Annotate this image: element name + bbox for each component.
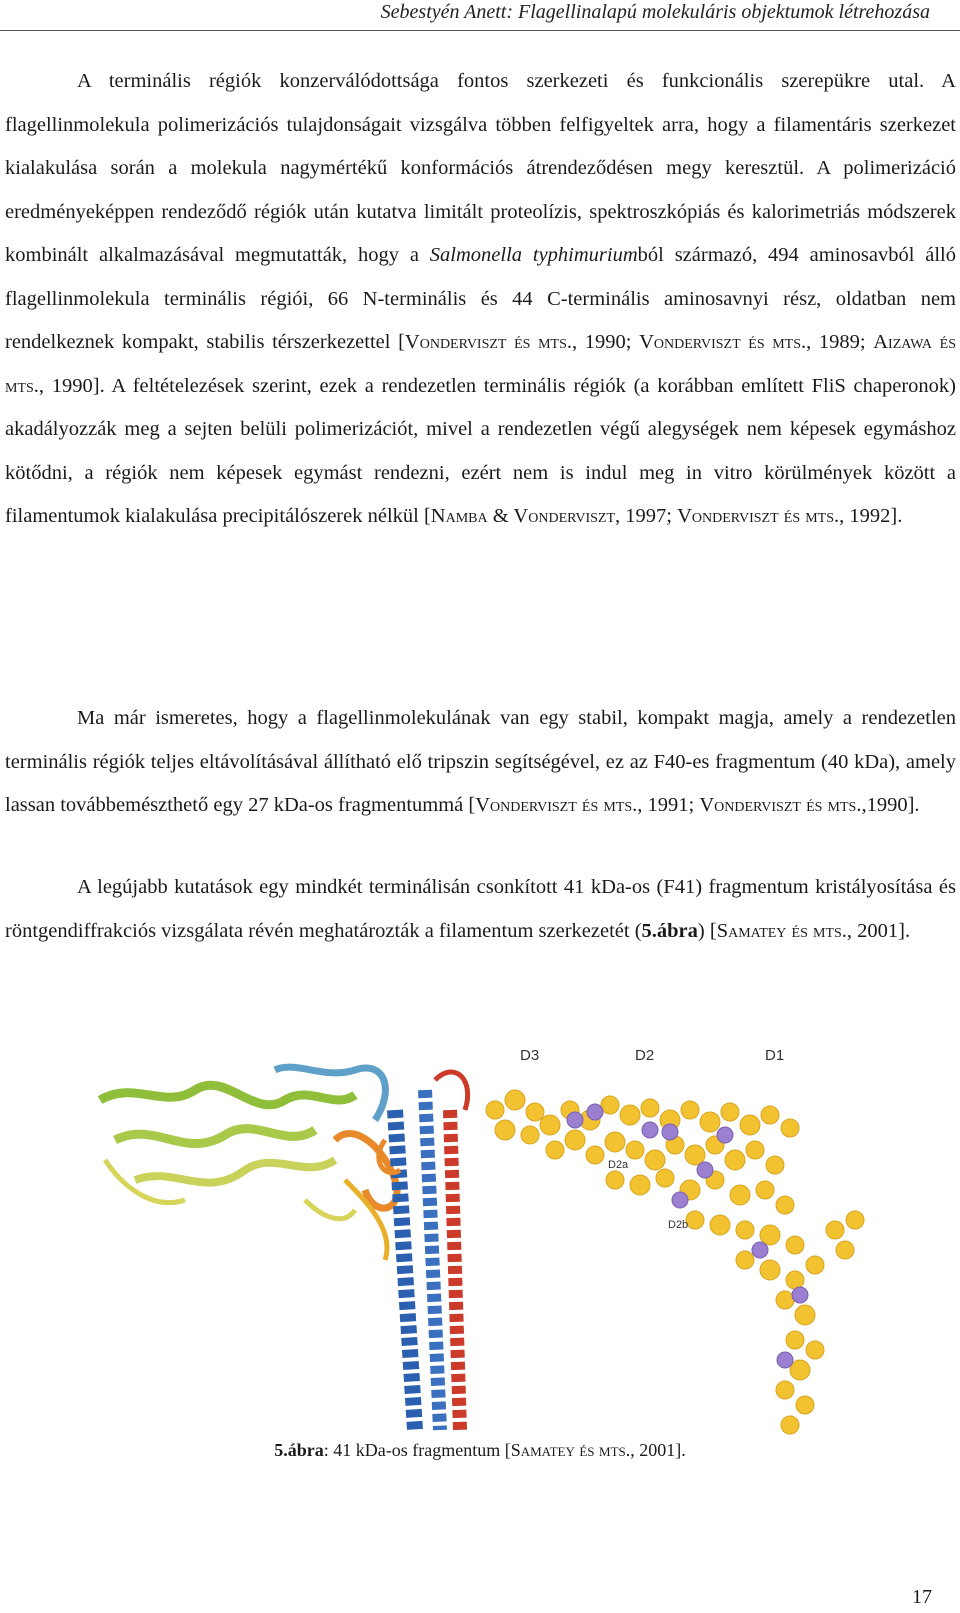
text-run: , 1992]. [839, 505, 903, 527]
caption-label: 5.ábra [274, 1440, 324, 1460]
text-run: A legújabb kutatások egy mindkét terminálisán csonkított 41 kDa-os (F41) fragmentum kristályosítása és röntgendiffrakciós vizsgálata révén meghatározták a filamentum szerkezetét ( [5, 876, 956, 942]
figure-reference: 5.ábra [641, 919, 698, 942]
beta-strand [115, 1129, 315, 1144]
running-header [0, 0, 960, 31]
text-run: ,1990]. [861, 794, 920, 816]
beta-strand [135, 1160, 335, 1183]
caption-text: : 41 kDa-os fragmentum [ [323, 1440, 511, 1460]
domain-label-d2a: D2a [608, 1159, 629, 1171]
text-run: , 1997; [615, 505, 678, 527]
domain-label-d2: D2 [635, 1050, 655, 1064]
text-run: , 1990; [572, 331, 640, 353]
figure-caption [0, 1440, 960, 1461]
text-run: ból származó, 494 aminosavból álló flagellinmolekula terminális régiói, 66 N-terminális és 44 C-terminális aminosavnyi rész, oldatban nem rendelkeznek kompakt, stabilis térszerkezettel [ [5, 244, 956, 353]
citation-author: Samatey és mts. [716, 919, 847, 942]
text-run: Ma már ismeretes, hogy a flagellinmolekulának van egy stabil, kompakt magja, amely a rendezetlen terminális régiók teljes eltávolításával állítható elő tripszin segítségével, ez az F40-es fragmentum (40 kDa), amely lassan továbbemészthető egy 27 kDa-os fragmentummá [ [5, 707, 956, 816]
species-name: Salmonella typhimurium [429, 244, 638, 266]
paragraph-2 [5, 697, 956, 828]
atom-model [486, 1090, 864, 1434]
citation-author: Aizawa és mts. [5, 331, 956, 397]
citation-author: Namba & Vonderviszt [430, 505, 615, 527]
alpha-helix-blue [395, 1110, 415, 1430]
text-run: , 1989; [806, 331, 874, 353]
beta-strand [100, 1085, 355, 1105]
citation-author: Vonderviszt és mts. [475, 794, 638, 816]
alpha-helix-blue [425, 1090, 440, 1430]
paragraph-1 [5, 60, 956, 539]
citation-author: Vonderviszt és mts. [639, 331, 807, 353]
alpha-helix-red [450, 1110, 460, 1430]
citation-author: Vonderviszt és mts. [677, 505, 840, 527]
text-run: , 2001]. [846, 919, 911, 942]
citation-author: Vonderviszt és mts. [404, 331, 572, 353]
loop [435, 1072, 468, 1110]
caption-tail: , 2001]. [630, 1440, 686, 1460]
domain-label-d2b: D2b [668, 1219, 689, 1231]
text-run: ) [ [697, 919, 717, 942]
protein-structure-figure [95, 1050, 875, 1450]
ribbon-model [100, 1067, 468, 1430]
text-run: A terminális régiók konzerválódottsága fontos szerkezeti és funkcionális szerepükre utal. A flagellinmolekula polimerizációs tulajdonságait vizsgálva többen felfigyeltek arra, hogy a filamentáris szerkezet kialakulása során a molekula nagymértékű konformációs átrendeződésen megy keresztül. A polimerizáció eredményeképpen rendeződő régiók után kutatva limitált proteolízis, spektroszkópiás és kalorimetriás módszerek kombinált alkalmazásával megmutatták, hogy a [5, 70, 956, 266]
page-number: 17 [912, 1586, 932, 1608]
loop [305, 1200, 355, 1219]
caption-citation: Samatey és mts. [510, 1440, 631, 1460]
citation-author: Vonderviszt és mts. [699, 794, 862, 816]
paragraph-3 [5, 866, 956, 953]
text-run: , 1990]. A feltételezések szerint, ezek a rendezetlen terminális régiók (a korábban említett FliS chaperonok) akadályozzák meg a sejten belüli polimerizációt, mivel a rendezetlen végű alegységek nem képesek egymáshoz kötődni, a régiók nem képesek egymást rendezni, ezért nem is indul meg in vitro körülmények között a filamentumok kialakulása precipitálószerek nélkül [ [5, 374, 956, 527]
domain-label-d3: D3 [520, 1050, 540, 1064]
domain-label-d1: D1 [765, 1050, 785, 1064]
protein-structure-image [95, 1050, 875, 1450]
running-title: Sebestyén Anett: Flagellinalapú molekuláris objektumok létrehozása [380, 1, 930, 23]
text-run: , 1991; [637, 794, 700, 816]
